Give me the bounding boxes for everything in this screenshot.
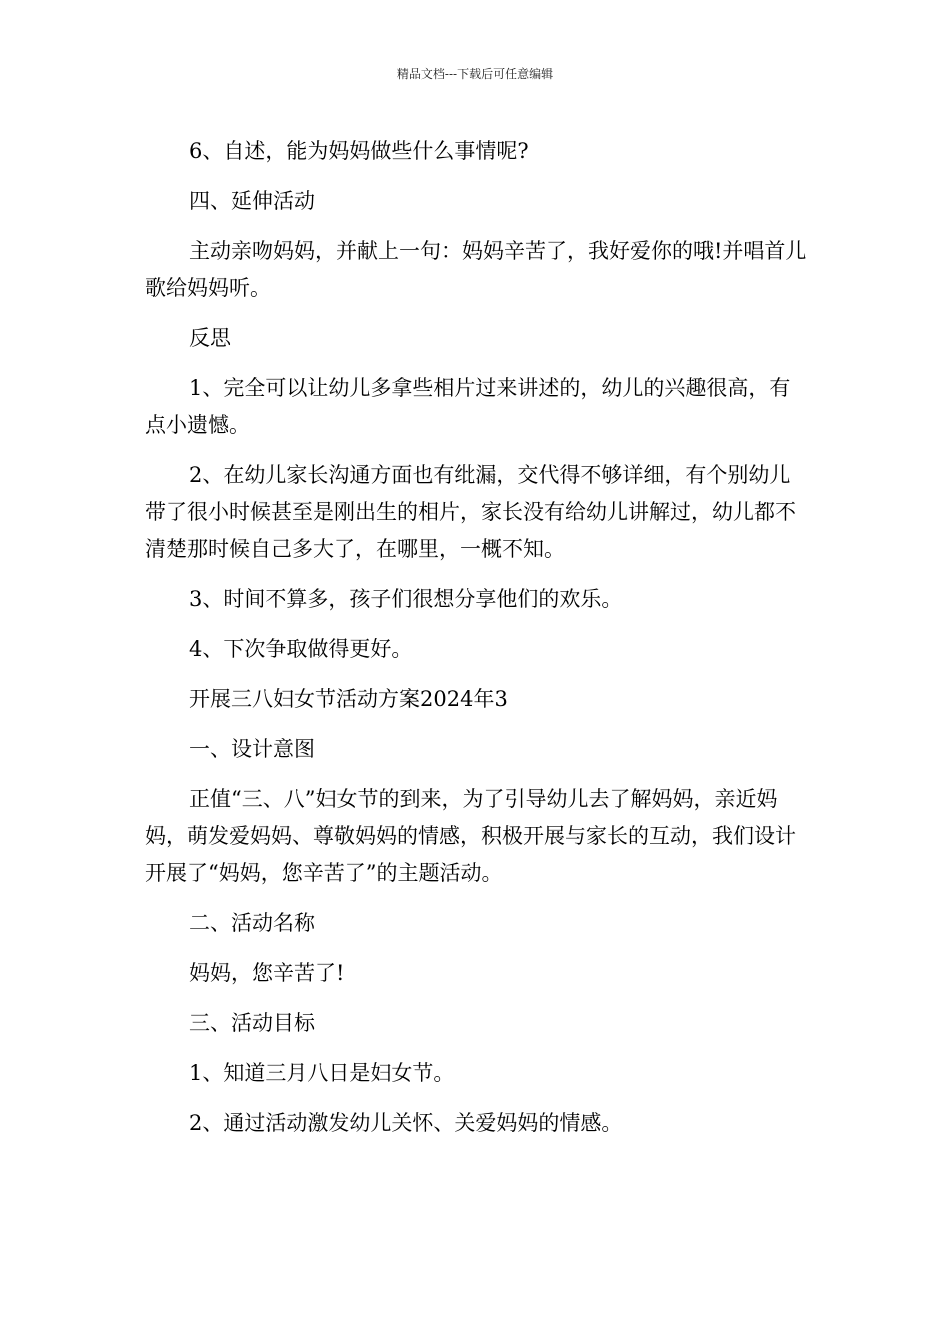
section-heading-extension: 四、延伸活动: [189, 189, 315, 213]
paragraph-design-intent: 正值“三、八”妇女节的到来，为了引导幼儿去了解妈妈，亲近妈妈，萌发爱妈妈、尊敬妈妈的情感，积极开展与家长的互动，我们设计开展了“妈妈，您辛苦了”的主题活动。: [145, 787, 796, 885]
plan-title: 开展三八妇女节活动方案2024年3: [189, 687, 508, 711]
section-heading-reflection: 反思: [189, 326, 231, 350]
section-heading-activity-goals: 三、活动目标: [189, 1011, 315, 1035]
paragraph-goal-2: 2、通过活动激发幼儿关怀、关爱妈妈的情感。: [189, 1111, 623, 1135]
paragraph-reflection-3: 3、时间不算多，孩子们很想分享他们的欢乐。: [189, 587, 623, 611]
paragraph-extension-activity: 主动亲吻妈妈，并献上一句：妈妈辛苦了，我好爱你的哦!并唱首儿歌给妈妈听。: [145, 239, 807, 300]
page-header: 精品文档---下载后可任意编辑: [396, 67, 554, 81]
paragraph-activity-name: 妈妈，您辛苦了!: [189, 961, 345, 985]
paragraph-reflection-1: 1、完全可以让幼儿多拿些相片过来讲述的，幼儿的兴趣很高，有点小遗憾。: [145, 376, 791, 437]
paragraph-goal-1: 1、知道三月八日是妇女节。: [189, 1061, 455, 1085]
section-heading-design-intent: 一、设计意图: [189, 737, 315, 761]
paragraph-reflection-4: 4、下次争取做得更好。: [189, 637, 413, 661]
document-body: [145, 133, 809, 1155]
section-heading-activity-name: 二、活动名称: [189, 911, 315, 935]
paragraph-reflection-2: 2、在幼儿家长沟通方面也有纰漏，交代得不够详细，有个别幼儿带了很小时候甚至是刚出生的相片，家长没有给幼儿讲解过，幼儿都不清楚那时候自己多大了，在哪里，一概不知。: [145, 463, 796, 561]
paragraph-item-6: 6、自述，能为妈妈做些什么事情呢?: [189, 139, 529, 163]
